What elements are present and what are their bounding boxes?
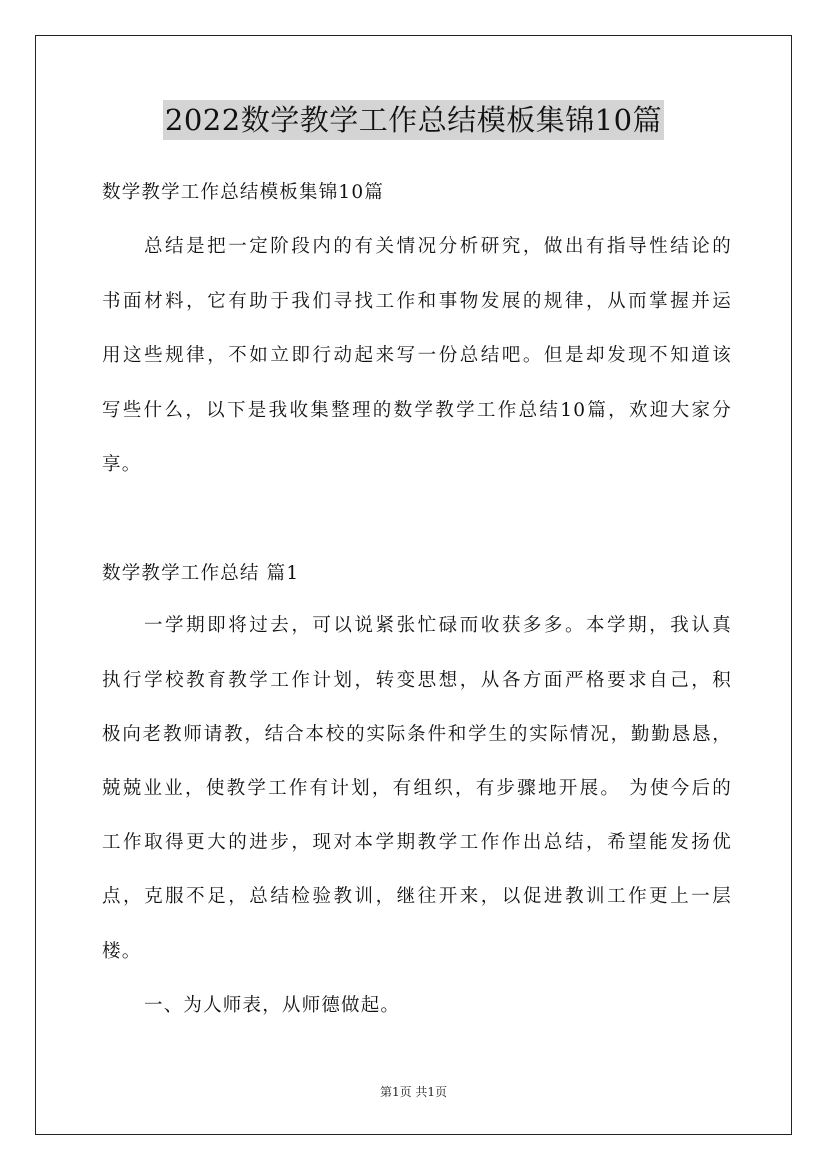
section-line-6: 点，克服不足，总结检验教训，继往开来，以促进教训工作更上一层 (102, 886, 732, 907)
intro-line-2: 书面材料，它有助于我们寻找工作和事物发展的规律，从而掌握并运 (102, 291, 732, 312)
page-footer: 第1页 共1页 (379, 1085, 448, 1099)
section-heading: 数学教学工作总结 篇1 (102, 563, 300, 584)
section-line-3: 极向老教师请教，结合本校的实际条件和学生的实际情况，勤勤恳恳， (102, 724, 732, 745)
section-line-5: 工作取得更大的进步，现对本学期教学工作作出总结，希望能发扬优 (102, 832, 732, 853)
section-line-2: 执行学校教育教学工作计划，转变思想，从各方面严格要求自己，积 (102, 670, 732, 691)
intro-line-1: 总结是把一定阶段内的有关情况分析研究，做出有指导性结论的 (144, 236, 732, 257)
section-line-4: 兢兢业业，使教学工作有计划，有组织，有步骤地开展。 为使今后的 (102, 778, 732, 799)
title-container (0, 100, 827, 140)
intro-line-5: 享。 (102, 454, 142, 475)
subheading: 一、为人师表，从师德做起。 (144, 995, 401, 1016)
document-subtitle: 数学教学工作总结模板集锦10篇 (102, 182, 385, 203)
section-line-7: 楼。 (102, 941, 142, 962)
intro-line-3: 用这些规律，不如立即行动起来写一份总结吧。但是却发现不知道该 (102, 345, 732, 366)
document-title: 2022数学教学工作总结模板集锦10篇 (163, 100, 664, 140)
section-line-1: 一学期即将过去，可以说紧张忙碌而收获多多。本学期，我认真 (144, 615, 732, 636)
intro-line-4: 写些什么，以下是我收集整理的数学教学工作总结10篇，欢迎大家分 (102, 400, 732, 421)
